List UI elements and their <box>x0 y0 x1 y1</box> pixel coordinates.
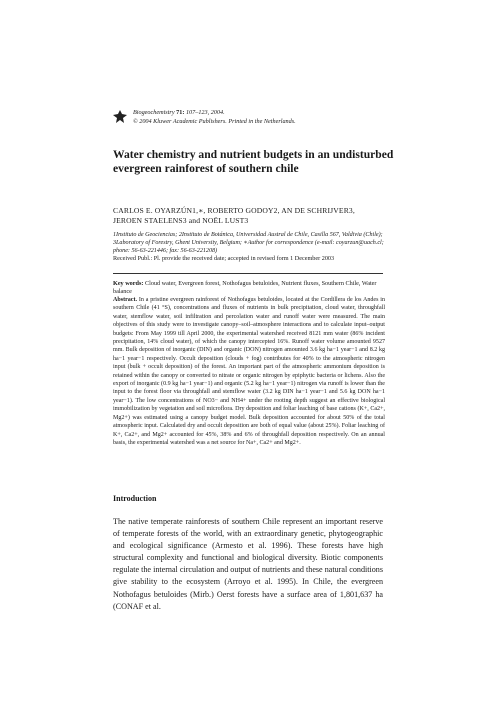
authors-line-2: JEROEN STAELENS3 and NOËL LUST3 <box>113 216 249 225</box>
journal-name: Biogeochemistry <box>133 109 175 116</box>
introduction-heading: Introduction <box>113 494 157 503</box>
keywords-block <box>113 280 385 296</box>
abstract-label: Abstract. <box>113 297 138 303</box>
authors-line-1: CARLOS E. OYARZÚN1,∗, ROBERTO GODOY2, AN DE SCHRIJVER3, <box>113 206 355 215</box>
keywords-text: Cloud water, Evergreen forest, Nothofagus betuloides, Nutrient fluxes, Southern Chile, Water balance <box>113 280 377 296</box>
abstract-block <box>113 296 385 447</box>
divider-top <box>113 273 383 274</box>
author-list <box>113 206 413 226</box>
journal-copyright: © 2004 Kluwer Academic Publishers. Printed in the Netherlands. <box>133 118 296 125</box>
publisher-logo-icon <box>113 110 127 124</box>
introduction-body: The native temperate rainforests of southern Chile represent an important reserve of temperate forests of the world, with an extraordinary genetic, phytogeographic and ecological significance (Armesto et al. 1996). These forests have high structural complexity and functional and biological diversity. Biotic components regulate the internal circulation and output of nutrients and these natural conditions give stability to the ecosystem (Arroyo et al. 1995). In Chile, the evergreen Nothofagus betuloides (Mirb.) Oerst forests have a surface area of 1,801,637 ha (CONAF et al. <box>113 517 383 611</box>
journal-pages: 107–123, 2004. <box>185 109 225 116</box>
abstract-text: In a pristine evergreen rainforest of Nothofagus betuloides, located at the Cordillera de los Andes in southern Chile (41 °S), concentrations and fluxes of nutrients in bulk precipitation, cloud water, throughfall water, stemflow water, soil infiltration and percolation water and runoff water were measured. The main objectives of this study were to investigate canopy–soil–atmosphere interactions and to calculate input–output budgets: From May 1999 till April 2000, the experimental watershed received 8121 mm water (86% incident precipitation, 14% cloud water), of which the canopy intercepted 16%. Runoff water volume amounted 9527 mm. Bulk deposition of inorganic (DIN) and organic (DON) nitrogen amounted 3.6 kg ha−1 year−1 and 8.2 kg ha−1 year−1 respectively. Occult deposition (clouds + fog) contributes for 40% to the atmospheric nitrogen input (bulk + occult deposition) of the forest. An important part of the atmospheric ammonium deposition is retained within the canopy or converted to nitrate or organic nitrogen by epiphytic bacteria or lichens. Also the export of inorganic (0.9 kg ha−1 year−1) and organic (5.2 kg ha−1 year−1) nitrogen via runoff is lower than the input to the forest floor via throughfall and stemflow water (3.2 kg DIN ha−1 year−1 and 5.6 kg DON ha−1 year−1). The low concentrations of NO3− and NH4+ under the rooting depth suggest an effective biological immobilization by vegetation and soil microflora. Dry deposition and foliar leaching of base cations (K+, Ca2+, Mg2+) was estimated using a canopy budget model. Bulk deposition accounted for about 50% of the total atmospheric input. Calculated dry and occult deposition are both of equal value (about 25%). Foliar leaching of K+, Ca2+, and Mg2+ accounted for 45%, 38% and 6% of throughfall deposition respectively. On an annual basis, the experimental watershed was a net source for Na+, Ca2+ and Mg2+. <box>113 297 386 446</box>
article-title: Water chemistry and nutrient budgets in an undisturbed evergreen rainforest of southern chile <box>113 148 394 175</box>
journal-volume: 71: <box>176 109 185 116</box>
received-date: Received Publ.: Pl. provide the received date; accepted in revised form 1 December 2003 <box>113 255 335 262</box>
journal-citation <box>133 108 296 126</box>
keywords-label: Key words: <box>113 280 144 287</box>
affiliations: 1Instituto de Geociencias; 2Instituto de Botánica, Universidad Austral de Chile, Casilla 567, Valdivia (Chile); 3Laboratory of Forestry, Ghent University, Belgium; ∗Author for correspondence (e-mail: coyarzun@uach.cl; phone: 56-63-221446; fax: 56-63-221208) <box>113 232 384 254</box>
